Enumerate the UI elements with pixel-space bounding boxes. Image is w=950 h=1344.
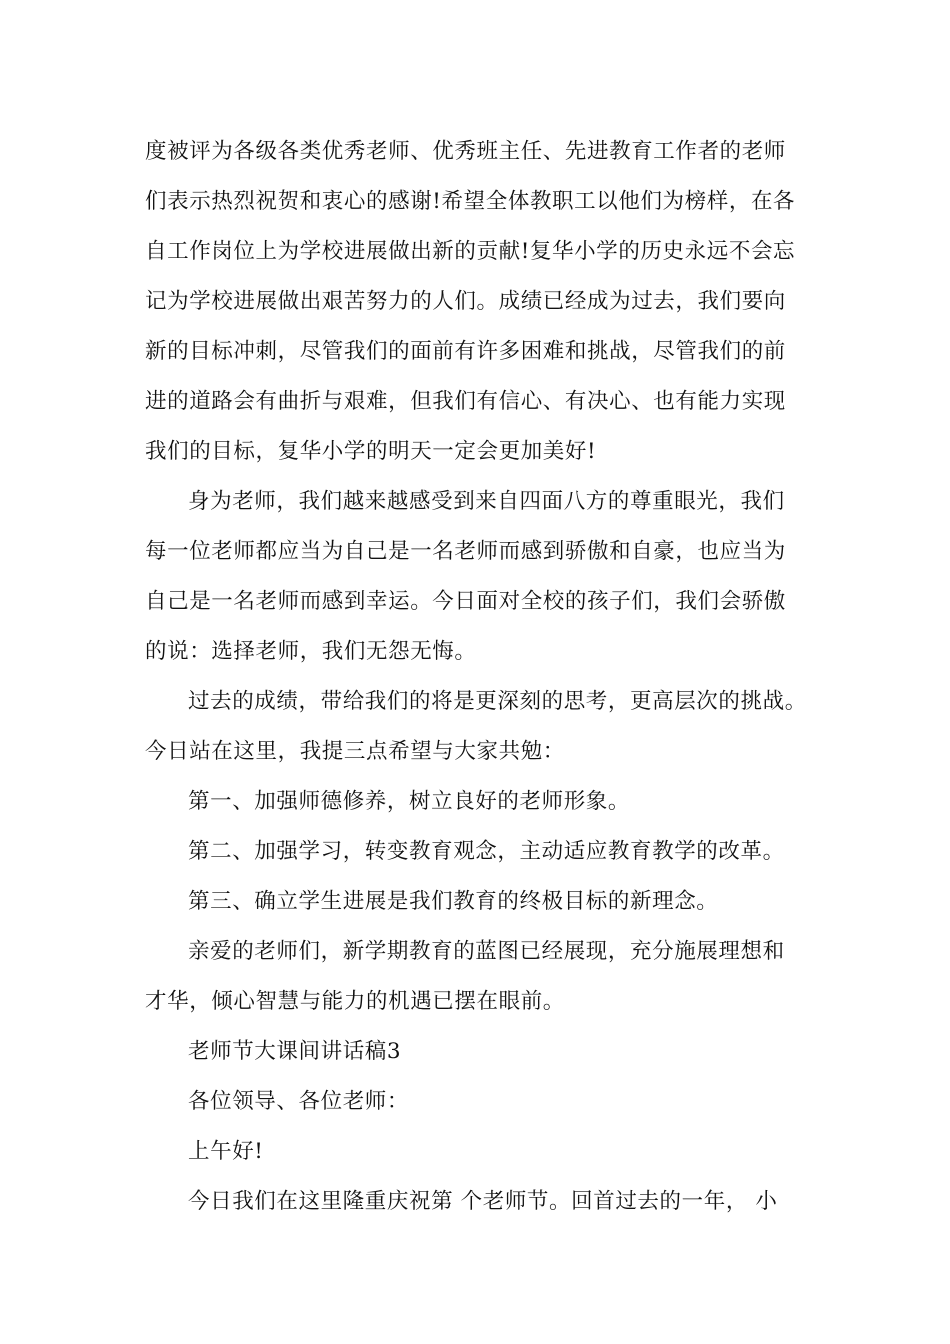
text-line: 新的目标冲刺，尽管我们的面前有许多困难和挑战，尽管我们的前 — [145, 339, 786, 364]
text-line: 记为学校进展做出艰苦努力的人们。成绩已经成为过去，我们要向 — [145, 289, 786, 314]
text-line: 自工作岗位上为学校进展做出新的贡献!复华小学的历史永远不会忘 — [145, 239, 796, 264]
text-line: 今日站在这里，我提三点希望与大家共勉： — [145, 739, 565, 764]
section-heading: 老师节大课间讲话稿3 — [188, 1039, 402, 1064]
text-line: 们表示热烈祝贺和衷心的感谢!希望全体教职工以他们为榜样，在各 — [145, 189, 796, 214]
list-item-third: 第三、确立学生进展是我们教育的终极目标的新理念。 — [188, 889, 719, 914]
paragraph-start-line: 今日我们在这里隆重庆祝第 个老师节。回首过去的一年， 小 — [188, 1189, 778, 1214]
text-line: 才华，倾心智慧与能力的机遇已摆在眼前。 — [145, 989, 565, 1014]
text-line: 度被评为各级各类优秀老师、优秀班主任、先进教育工作者的老师 — [145, 139, 786, 164]
text-line: 每一位老师都应当为自己是一名老师而感到骄傲和自豪，也应当为 — [145, 539, 786, 564]
greeting: 上午好! — [188, 1139, 264, 1164]
paragraph-start-line: 身为老师，我们越来越感受到来自四面八方的尊重眼光，我们 — [188, 489, 785, 514]
paragraph-start-line: 过去的成绩，带给我们的将是更深刻的思考，更高层次的挑战。 — [188, 689, 807, 714]
text-line: 进的道路会有曲折与艰难，但我们有信心、有决心、也有能力实现 — [145, 389, 786, 414]
text-line: 我们的目标，复华小学的明天一定会更加美好! — [145, 439, 597, 464]
list-item-first: 第一、加强师德修养，树立良好的老师形象。 — [188, 789, 631, 814]
text-line: 的说：选择老师，我们无怨无悔。 — [145, 639, 477, 664]
list-item-second: 第二、加强学习，转变教育观念，主动适应教育教学的改革。 — [188, 839, 785, 864]
salutation: 各位领导、各位老师： — [188, 1089, 410, 1114]
paragraph-start-line: 亲爱的老师们，新学期教育的蓝图已经展现，充分施展理想和 — [188, 939, 785, 964]
text-line: 自己是一名老师而感到幸运。今日面对全校的孩子们，我们会骄傲 — [145, 589, 786, 614]
